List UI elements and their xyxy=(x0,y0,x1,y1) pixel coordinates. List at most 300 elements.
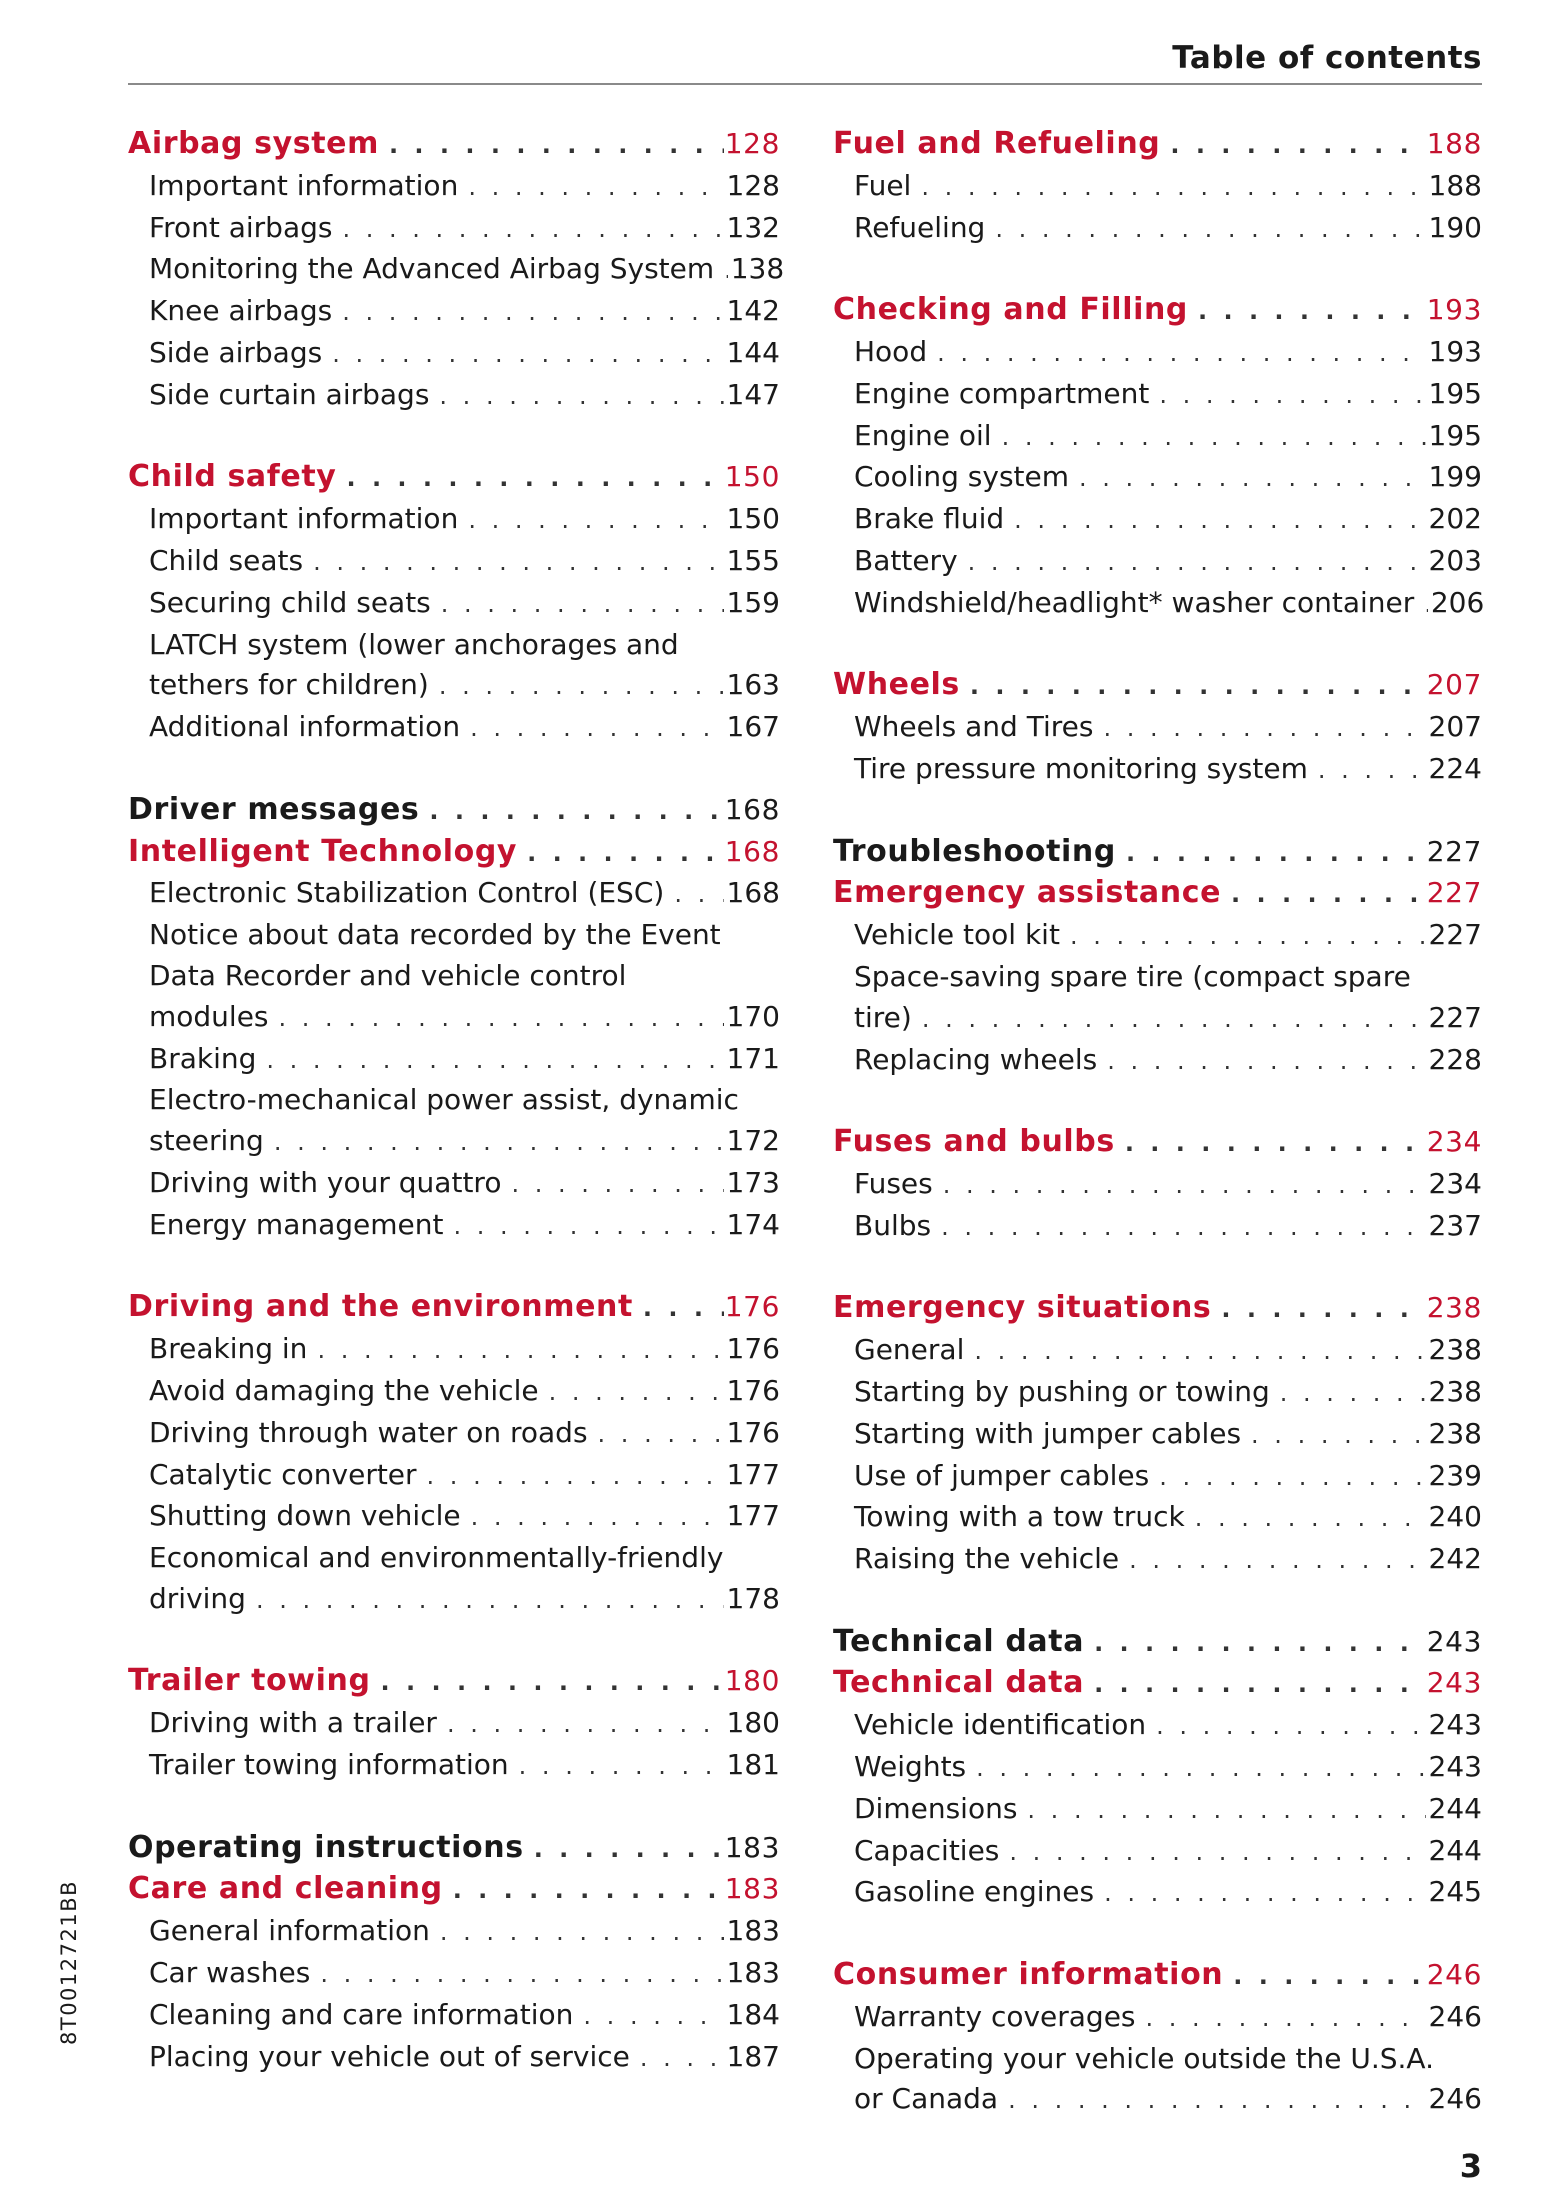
dot-leader xyxy=(998,2080,1426,2121)
toc-entry[interactable] xyxy=(128,1455,780,1497)
entry-title: Engine oil xyxy=(854,418,992,452)
toc-entry[interactable] xyxy=(128,997,780,1039)
toc-entry[interactable] xyxy=(833,2079,1482,2121)
entry-page: 132 xyxy=(726,210,780,244)
entry-page: 238 xyxy=(1428,1374,1482,1408)
dot-leader xyxy=(1097,1041,1426,1082)
entry-page: 224 xyxy=(1428,751,1482,785)
entry-page: 181 xyxy=(726,1748,780,1782)
entry-page: 177 xyxy=(726,1457,780,1491)
toc-entry[interactable] xyxy=(128,1121,780,1163)
chapter-title: Wheels xyxy=(833,667,960,703)
entry-page: 163 xyxy=(726,668,780,702)
chapter-title: Consumer information xyxy=(833,1957,1224,1993)
chapter-title: Child safety xyxy=(128,459,337,495)
toc-entry[interactable] xyxy=(833,1747,1482,1789)
toc-entry[interactable] xyxy=(833,583,1485,625)
toc-entry[interactable] xyxy=(833,332,1482,374)
entry-page: 171 xyxy=(726,1041,780,1075)
entry-title: Energy management xyxy=(149,1207,444,1241)
chapter-title: Care and cleaning xyxy=(128,1871,443,1907)
entry-page: 202 xyxy=(1428,502,1482,536)
dot-leader xyxy=(379,125,724,166)
dot-leader xyxy=(912,999,1426,1040)
entry-title: tethers for children) xyxy=(149,668,429,702)
dot-leader xyxy=(1084,1623,1426,1664)
entry-title: Vehicle identification xyxy=(854,1708,1147,1742)
entry-title: Shutting down vehicle xyxy=(149,1499,461,1533)
chapter-page: 243 xyxy=(1426,1666,1482,1700)
chapter-page: 150 xyxy=(724,460,780,494)
section-gap xyxy=(833,1914,1482,1955)
entry-title: Weights xyxy=(854,1750,967,1784)
dot-leader xyxy=(437,1704,724,1745)
dot-leader xyxy=(1093,708,1426,749)
toc-chapter-intelligent-technology[interactable] xyxy=(128,832,780,874)
entry-title: steering xyxy=(149,1124,264,1158)
dot-leader xyxy=(539,1372,724,1413)
toc-entry[interactable] xyxy=(833,374,1482,416)
entry-title: Important information xyxy=(149,502,459,536)
dot-leader xyxy=(1160,125,1426,166)
entry-page: 199 xyxy=(1428,460,1482,494)
dot-leader xyxy=(430,1912,724,1953)
toc-entry[interactable] xyxy=(833,457,1482,499)
toc-right-column xyxy=(833,124,1485,2121)
entry-title: Child seats xyxy=(149,543,304,577)
entry-page: 203 xyxy=(1428,543,1482,577)
entry-page: 183 xyxy=(726,1914,780,1948)
toc-entry[interactable] xyxy=(128,583,780,625)
toc-entry[interactable] xyxy=(833,915,1482,957)
entry-page: 238 xyxy=(1428,1333,1482,1367)
entry-title-line: Notice about data recorded by the Event xyxy=(149,918,721,952)
toc-entry[interactable] xyxy=(128,1995,780,2037)
entry-page: 144 xyxy=(726,335,780,369)
section-gap xyxy=(833,1248,1482,1289)
entry-title: Avoid damaging the vehicle xyxy=(149,1373,539,1407)
entry-title: Breaking in xyxy=(149,1332,308,1366)
dot-leader xyxy=(1188,291,1426,332)
entry-title: Bulbs xyxy=(854,1208,932,1242)
entry-title: Starting by pushing or towing xyxy=(854,1374,1270,1408)
entry-title: Tire pressure monitoring system xyxy=(854,751,1308,785)
dot-leader xyxy=(588,1414,724,1455)
entry-title: Replacing wheels xyxy=(854,1042,1098,1076)
entry-title: Battery xyxy=(854,543,958,577)
toc-entry[interactable] xyxy=(128,208,780,250)
toc-entry[interactable] xyxy=(128,873,780,915)
toc-entry[interactable] xyxy=(128,1329,780,1371)
entry-page: 184 xyxy=(726,1997,780,2031)
entry-title: Driving with your quattro xyxy=(149,1165,502,1199)
toc-entry[interactable] xyxy=(833,749,1482,791)
dot-leader xyxy=(509,1746,724,1787)
toc-part-technical-data[interactable] xyxy=(833,1622,1482,1664)
dot-leader xyxy=(985,209,1426,250)
toc-entry[interactable] xyxy=(128,333,780,375)
entry-title: Driving through water on roads xyxy=(149,1415,588,1449)
dot-leader xyxy=(1221,874,1426,915)
toc-chapter-fuses-bulbs[interactable] xyxy=(833,1122,1482,1164)
entry-page: 190 xyxy=(1428,210,1482,244)
header-divider xyxy=(128,83,1482,85)
toc-chapter-fuel-refueling[interactable] xyxy=(833,124,1482,166)
entry-page: 246 xyxy=(1428,2082,1482,2116)
entry-page: 187 xyxy=(726,2039,780,2073)
part-title: Driver messages xyxy=(128,791,420,827)
entry-title: or Canada xyxy=(854,2082,999,2116)
chapter-page: 180 xyxy=(724,1664,780,1698)
dot-leader xyxy=(417,1456,724,1497)
toc-entry[interactable] xyxy=(833,499,1482,541)
dot-leader xyxy=(444,1206,725,1247)
entry-page: 242 xyxy=(1428,1542,1482,1576)
section-gap xyxy=(833,791,1482,832)
toc-entry[interactable] xyxy=(833,1206,1482,1248)
toc-entry[interactable] xyxy=(833,707,1482,749)
chapter-page: 183 xyxy=(724,1872,780,1906)
dot-leader xyxy=(1136,1998,1426,2039)
dot-leader xyxy=(966,1748,1426,1789)
dot-leader xyxy=(714,250,728,291)
entry-page: 227 xyxy=(1428,1000,1482,1034)
dot-leader xyxy=(1017,1790,1426,1831)
chapter-title: Fuses and bulbs xyxy=(833,1124,1115,1160)
toc-chapter-emergency-assistance[interactable] xyxy=(833,873,1482,915)
dot-leader xyxy=(1270,1373,1426,1414)
entry-page: 243 xyxy=(1428,1750,1482,1784)
entry-title-line: Space-saving spare tire (compact spare xyxy=(854,959,1411,993)
toc-entry[interactable] xyxy=(128,2037,780,2079)
dot-leader xyxy=(336,458,724,499)
toc-entry[interactable] xyxy=(128,1579,780,1621)
toc-left-column xyxy=(128,124,785,2078)
toc-entry[interactable] xyxy=(833,416,1482,458)
dot-leader xyxy=(431,584,724,625)
chapter-title: Emergency assistance xyxy=(833,875,1222,911)
toc-chapter-technical-data[interactable] xyxy=(833,1663,1482,1705)
toc-entry[interactable] xyxy=(128,1496,780,1538)
entry-title: Capacities xyxy=(854,1833,1000,1867)
entry-title-line: Operating your vehicle outside the U.S.A. xyxy=(854,2041,1434,2075)
entry-page: 246 xyxy=(1428,1999,1482,2033)
entry-page: 147 xyxy=(726,377,780,411)
entry-page: 178 xyxy=(726,1581,780,1615)
entry-page: 177 xyxy=(726,1499,780,1533)
entry-page: 174 xyxy=(726,1207,780,1241)
entry-title: Gasoline engines xyxy=(854,1875,1095,1909)
toc-part-driver-messages[interactable] xyxy=(128,790,780,832)
toc-chapter-emergency-situations[interactable] xyxy=(833,1288,1482,1330)
dot-leader xyxy=(307,1330,724,1371)
section-gap xyxy=(833,625,1482,666)
entry-page: 237 xyxy=(1428,1208,1482,1242)
toc-entry[interactable] xyxy=(833,541,1482,583)
entry-page: 172 xyxy=(726,1124,780,1158)
dot-leader xyxy=(633,1288,724,1329)
entry-title-line: Electro-mechanical power assist, dynamic xyxy=(149,1083,739,1117)
toc-entry[interactable] xyxy=(833,1705,1482,1747)
entry-page: 228 xyxy=(1428,1042,1482,1076)
entry-page: 195 xyxy=(1428,418,1482,452)
entry-title: Hood xyxy=(854,334,928,368)
dot-leader xyxy=(332,292,724,333)
entry-title: modules xyxy=(149,999,269,1033)
toc-chapter-trailer-towing[interactable] xyxy=(128,1661,780,1703)
page-number: 3 xyxy=(1459,2147,1482,2185)
chapter-title: Emergency situations xyxy=(833,1290,1212,1326)
chapter-title: Airbag system xyxy=(128,126,379,161)
chapter-page: 176 xyxy=(724,1290,780,1324)
entry-page: 240 xyxy=(1428,1500,1482,1534)
dot-leader xyxy=(927,333,1426,374)
entry-page: 150 xyxy=(726,502,780,536)
dot-leader xyxy=(269,998,724,1039)
toc-entry[interactable] xyxy=(128,249,785,291)
entry-page: 245 xyxy=(1428,1875,1482,1909)
toc-entry[interactable] xyxy=(833,1997,1482,2039)
entry-title: Wheels and Tires xyxy=(854,710,1094,744)
dot-leader xyxy=(461,1497,724,1538)
entry-title: Cleaning and care information xyxy=(149,1997,574,2031)
dot-leader xyxy=(1185,1498,1426,1539)
page-header-title: Table of contents xyxy=(1172,40,1482,76)
entry-title-line: Economical and environmentally-friendly xyxy=(149,1541,724,1575)
entry-title: Engine compartment xyxy=(854,376,1150,410)
entry-page: 170 xyxy=(726,999,780,1033)
entry-page: 244 xyxy=(1428,1791,1482,1825)
toc-entry[interactable] xyxy=(128,1745,780,1787)
entry-page: 176 xyxy=(726,1415,780,1449)
entry-page: 183 xyxy=(726,1956,780,1990)
entry-title-line: Data Recorder and vehicle control xyxy=(149,958,627,992)
entry-page: 234 xyxy=(1428,1166,1482,1200)
dot-leader xyxy=(310,1954,724,1995)
toc-chapter-driving-environment[interactable] xyxy=(128,1287,780,1329)
entry-title: Catalytic converter xyxy=(149,1457,417,1491)
dot-leader xyxy=(1308,750,1426,791)
chapter-page: 238 xyxy=(1426,1291,1482,1325)
entry-page: 238 xyxy=(1428,1416,1482,1450)
entry-title: Placing your vehicle out of service xyxy=(149,2039,630,2073)
dot-leader xyxy=(517,833,724,874)
dot-leader xyxy=(371,1662,724,1703)
chapter-title: Checking and Filling xyxy=(833,292,1188,328)
entry-title: General xyxy=(854,1333,965,1367)
chapter-title: Fuel and Refueling xyxy=(833,126,1161,161)
entry-title: Knee airbags xyxy=(149,294,333,328)
entry-page: 207 xyxy=(1428,710,1482,744)
toc-entry[interactable] xyxy=(833,1872,1482,1914)
entry-title: Starting with jumper cables xyxy=(854,1416,1242,1450)
chapter-page: 168 xyxy=(724,834,780,868)
entry-page: 243 xyxy=(1428,1708,1482,1742)
toc-chapter-child-safety[interactable] xyxy=(128,457,780,499)
dot-leader xyxy=(933,1165,1426,1206)
dot-leader xyxy=(964,1331,1426,1372)
chapter-page: 227 xyxy=(1426,876,1482,910)
toc-chapter-care-cleaning[interactable] xyxy=(128,1869,780,1911)
toc-entry[interactable] xyxy=(128,375,780,417)
section-gap xyxy=(128,417,780,458)
section-gap xyxy=(833,1081,1482,1122)
toc-part-operating-instructions[interactable] xyxy=(128,1828,780,1870)
entry-page: 155 xyxy=(726,543,780,577)
dot-leader xyxy=(1069,458,1426,499)
entry-title: Securing child seats xyxy=(149,585,431,619)
part-page: 183 xyxy=(724,1830,780,1864)
chapter-title: Driving and the environment xyxy=(128,1289,633,1325)
entry-title: Raising the vehicle xyxy=(854,1542,1120,1576)
part-title: Technical data xyxy=(833,1623,1085,1659)
entry-title: Cooling system xyxy=(854,460,1070,494)
entry-page: 206 xyxy=(1430,585,1485,619)
toc-chapter-wheels[interactable] xyxy=(833,665,1482,707)
section-gap xyxy=(833,249,1482,290)
toc-chapter-checking-filling[interactable] xyxy=(833,290,1482,332)
entry-title: General information xyxy=(149,1914,430,1948)
toc-entry[interactable] xyxy=(833,1539,1482,1581)
dot-leader xyxy=(460,708,724,749)
entry-title: Front airbags xyxy=(149,210,333,244)
dot-leader xyxy=(1115,1123,1426,1164)
toc-entry[interactable] xyxy=(833,1789,1482,1831)
toc-entry[interactable] xyxy=(128,499,780,541)
dot-leader xyxy=(1060,916,1426,957)
entry-page: 142 xyxy=(726,294,780,328)
dot-leader xyxy=(958,542,1426,583)
entry-title: Side curtain airbags xyxy=(149,377,430,411)
entry-title: Braking xyxy=(149,1041,257,1075)
entry-page: 167 xyxy=(726,710,780,744)
dot-leader xyxy=(664,874,724,915)
entry-title: Electronic Stabilization Control (ESC) xyxy=(149,876,665,910)
dot-leader xyxy=(573,1996,724,2037)
dot-leader xyxy=(1094,1873,1426,1914)
chapter-page: 188 xyxy=(1426,127,1482,160)
dot-leader xyxy=(992,417,1426,458)
toc-entry[interactable] xyxy=(128,541,780,583)
dot-leader xyxy=(630,2038,724,2079)
part-title: Troubleshooting xyxy=(833,833,1116,869)
entry-page: 176 xyxy=(726,1373,780,1407)
toc-entry[interactable] xyxy=(128,166,780,208)
toc-entry[interactable] xyxy=(833,1372,1482,1414)
toc-entry[interactable] xyxy=(128,1953,780,1995)
section-gap xyxy=(128,1787,780,1828)
entry-page: 159 xyxy=(726,585,780,619)
toc-entry[interactable] xyxy=(833,166,1482,208)
dot-leader xyxy=(501,1164,724,1205)
dot-leader xyxy=(332,209,724,250)
dot-leader xyxy=(1414,584,1428,625)
toc-entry[interactable] xyxy=(833,1497,1482,1539)
dot-leader xyxy=(1149,1457,1426,1498)
toc-entry[interactable] xyxy=(833,1831,1482,1873)
toc-entry[interactable] xyxy=(833,1040,1482,1082)
chapter-page: 234 xyxy=(1426,1125,1482,1159)
entry-title: Car washes xyxy=(149,1956,311,1990)
toc-entry[interactable] xyxy=(833,1164,1482,1206)
entry-title: Additional information xyxy=(149,710,461,744)
part-page: 168 xyxy=(724,792,780,826)
dot-leader xyxy=(429,376,724,417)
toc-entry[interactable] xyxy=(128,665,780,707)
entry-title: Important information xyxy=(149,168,459,202)
dot-leader xyxy=(1241,1415,1426,1456)
part-page: 243 xyxy=(1426,1624,1482,1658)
chapter-title: Trailer towing xyxy=(128,1663,371,1699)
entry-page: 173 xyxy=(726,1165,780,1199)
section-gap xyxy=(128,1247,780,1288)
entry-title: Side airbags xyxy=(149,335,323,369)
entry-title: Dimensions xyxy=(854,1791,1018,1825)
dot-leader xyxy=(1116,833,1426,874)
toc-entry[interactable] xyxy=(128,1371,780,1413)
toc-entry[interactable] xyxy=(833,208,1482,250)
toc-entry[interactable] xyxy=(833,1414,1482,1456)
dot-leader xyxy=(1146,1706,1426,1747)
dot-leader xyxy=(458,167,724,208)
toc-part-troubleshooting[interactable] xyxy=(833,832,1482,874)
toc-entry[interactable] xyxy=(833,1456,1482,1498)
dot-leader xyxy=(931,1207,1426,1248)
section-gap xyxy=(128,1621,780,1662)
entry-title: driving xyxy=(149,1581,246,1615)
toc-entry[interactable] xyxy=(128,1911,780,1953)
entry-page: 195 xyxy=(1428,376,1482,410)
dot-leader xyxy=(256,1040,724,1081)
dot-leader xyxy=(429,666,724,707)
dot-leader xyxy=(443,1870,724,1911)
dot-leader xyxy=(1149,375,1426,416)
dot-leader xyxy=(1223,1956,1426,1997)
toc-entry[interactable] xyxy=(128,707,780,749)
entry-title-line: LATCH system (lower anchorages and xyxy=(149,627,679,661)
entry-title: Monitoring the Advanced Airbag System xyxy=(149,252,715,286)
toc-entry[interactable] xyxy=(128,291,780,333)
section-gap xyxy=(128,749,780,790)
toc-entry[interactable] xyxy=(128,1205,780,1247)
chapter-page: 128 xyxy=(724,127,780,160)
entry-title: Windshield/headlight* washer container xyxy=(854,585,1415,619)
chapter-page: 246 xyxy=(1426,1958,1482,1992)
part-title: Operating instructions xyxy=(128,1829,524,1865)
toc-entry[interactable] xyxy=(128,1413,780,1455)
dot-leader xyxy=(524,1829,724,1870)
entry-page: 128 xyxy=(726,168,780,202)
dot-leader xyxy=(1211,1289,1426,1330)
dot-leader xyxy=(1119,1540,1426,1581)
toc-entry[interactable] xyxy=(128,1039,780,1081)
dot-leader xyxy=(322,334,724,375)
toc-entry[interactable] xyxy=(128,1703,780,1745)
toc-entry[interactable] xyxy=(128,1163,780,1205)
entry-page: 168 xyxy=(726,876,780,910)
entry-page: 138 xyxy=(730,252,785,286)
entry-title: Driving with a trailer xyxy=(149,1706,437,1740)
toc-entry[interactable] xyxy=(833,1330,1482,1372)
entry-title: Warranty coverages xyxy=(854,1999,1136,2033)
section-gap xyxy=(833,1581,1482,1622)
toc-chapter-consumer-information[interactable] xyxy=(833,1955,1482,1997)
toc-chapter-airbag-system[interactable] xyxy=(128,124,780,166)
toc-entry[interactable] xyxy=(833,998,1482,1040)
entry-title: Vehicle tool kit xyxy=(854,918,1060,952)
dot-leader xyxy=(419,791,724,832)
dot-leader xyxy=(999,1832,1426,1873)
